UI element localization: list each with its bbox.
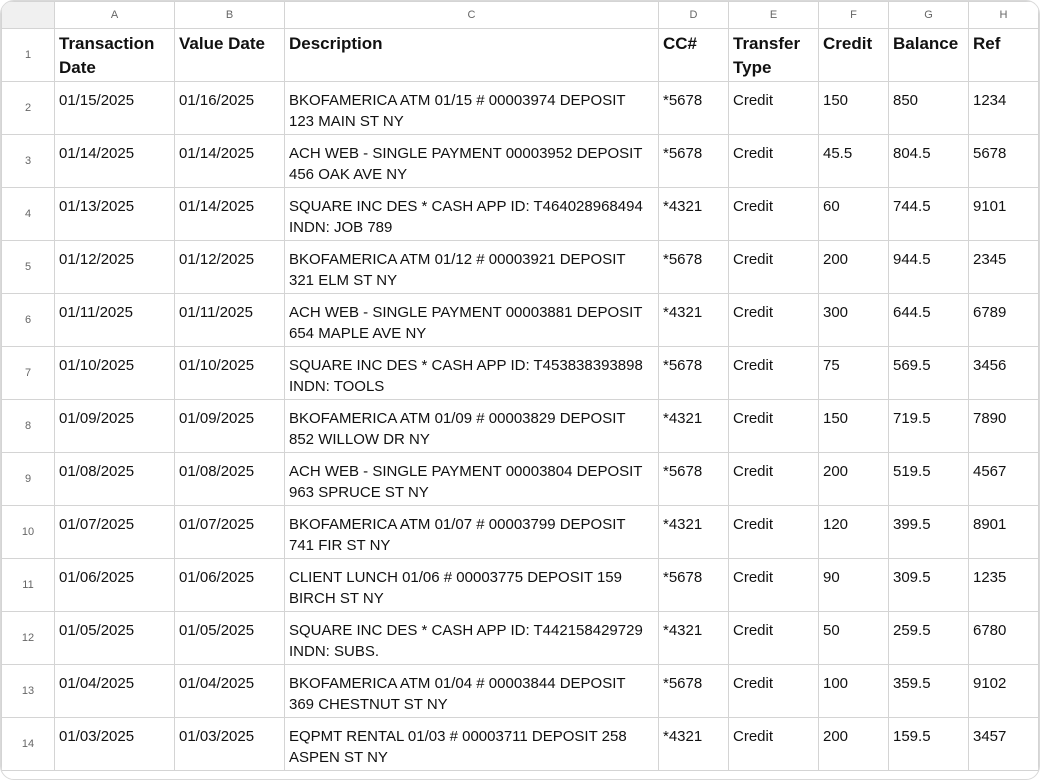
row-number[interactable]: 8 (2, 400, 55, 453)
cell-g[interactable]: 744.5 (889, 188, 969, 241)
cell-b[interactable]: 01/12/2025 (175, 241, 285, 294)
cell-d[interactable]: *4321 (659, 188, 729, 241)
cell-e[interactable]: Credit (729, 135, 819, 188)
row-number[interactable]: 14 (2, 718, 55, 771)
header-cell-b[interactable]: Value Date (175, 29, 285, 82)
row-number[interactable]: 6 (2, 294, 55, 347)
cell-a[interactable]: 01/15/2025 (55, 82, 175, 135)
cell-b[interactable]: 01/05/2025 (175, 612, 285, 665)
cell-e[interactable]: Credit (729, 188, 819, 241)
header-cell-h[interactable]: Ref (969, 29, 1039, 82)
cell-b[interactable]: 01/11/2025 (175, 294, 285, 347)
cell-f[interactable]: 200 (819, 453, 889, 506)
cell-b[interactable]: 01/14/2025 (175, 188, 285, 241)
cell-d[interactable]: *5678 (659, 559, 729, 612)
cell-h[interactable]: 5678 (969, 135, 1039, 188)
cell-f[interactable]: 45.5 (819, 135, 889, 188)
cell-f[interactable]: 50 (819, 612, 889, 665)
cell-a[interactable]: 01/10/2025 (55, 347, 175, 400)
cell-a[interactable]: 01/08/2025 (55, 453, 175, 506)
header-cell-d[interactable]: CC# (659, 29, 729, 82)
table-row (2, 718, 1039, 771)
header-cell-f[interactable]: Credit (819, 29, 889, 82)
cell-g[interactable]: 644.5 (889, 294, 969, 347)
cell-d[interactable]: *5678 (659, 241, 729, 294)
cell-h[interactable]: 6780 (969, 612, 1039, 665)
cell-f[interactable]: 75 (819, 347, 889, 400)
cell-c[interactable]: BKOFAMERICA ATM 01/07 # 00003799 DEPOSIT 741 FIR ST NY (285, 506, 659, 559)
cell-a[interactable]: 01/07/2025 (55, 506, 175, 559)
cell-f[interactable]: 300 (819, 294, 889, 347)
column-header-f[interactable]: F (819, 2, 889, 29)
cell-e[interactable]: Credit (729, 506, 819, 559)
cell-d[interactable]: *4321 (659, 612, 729, 665)
cell-d[interactable]: *5678 (659, 453, 729, 506)
cell-f[interactable]: 120 (819, 506, 889, 559)
row-number[interactable]: 9 (2, 453, 55, 506)
cell-h[interactable]: 1234 (969, 82, 1039, 135)
cell-e[interactable]: Credit (729, 559, 819, 612)
row-number[interactable]: 12 (2, 612, 55, 665)
cell-g[interactable]: 159.5 (889, 718, 969, 771)
cell-a[interactable]: 01/14/2025 (55, 135, 175, 188)
cell-f[interactable]: 90 (819, 559, 889, 612)
cell-f[interactable]: 100 (819, 665, 889, 718)
cell-c[interactable]: BKOFAMERICA ATM 01/12 # 00003921 DEPOSIT 321 ELM ST NY (285, 241, 659, 294)
cell-g[interactable]: 519.5 (889, 453, 969, 506)
table-row (2, 347, 1039, 400)
header-cell-a[interactable]: Transaction Date (55, 29, 175, 82)
cell-c[interactable]: SQUARE INC DES * CASH APP ID: T442158429729 INDN: SUBS. (285, 612, 659, 665)
cell-e[interactable]: Credit (729, 82, 819, 135)
cell-d[interactable]: *5678 (659, 82, 729, 135)
cell-g[interactable]: 259.5 (889, 612, 969, 665)
row-number[interactable]: 5 (2, 241, 55, 294)
table-row (2, 400, 1039, 453)
cell-h[interactable]: 1235 (969, 559, 1039, 612)
cell-d[interactable]: *5678 (659, 347, 729, 400)
cell-b[interactable]: 01/07/2025 (175, 506, 285, 559)
row-number[interactable]: 13 (2, 665, 55, 718)
column-header-row (2, 2, 1039, 29)
row-number[interactable]: 4 (2, 188, 55, 241)
table-row (2, 453, 1039, 506)
cell-c[interactable]: SQUARE INC DES * CASH APP ID: T453838393898 INDN: TOOLS (285, 347, 659, 400)
cell-d[interactable]: *5678 (659, 135, 729, 188)
cell-a[interactable]: 01/03/2025 (55, 718, 175, 771)
cell-h[interactable]: 6789 (969, 294, 1039, 347)
cell-c[interactable]: ACH WEB - SINGLE PAYMENT 00003881 DEPOSIT 654 MAPLE AVE NY (285, 294, 659, 347)
table-row (2, 665, 1039, 718)
cell-d[interactable]: *4321 (659, 400, 729, 453)
header-cell-c[interactable]: Description (285, 29, 659, 82)
header-cell-e[interactable]: Transfer Type (729, 29, 819, 82)
cell-e[interactable]: Credit (729, 347, 819, 400)
cell-f[interactable]: 60 (819, 188, 889, 241)
table-row (2, 294, 1039, 347)
cell-e[interactable]: Credit (729, 294, 819, 347)
cell-d[interactable]: *4321 (659, 506, 729, 559)
cell-c[interactable]: EQPMT RENTAL 01/03 # 00003711 DEPOSIT 258 ASPEN ST NY (285, 718, 659, 771)
cell-c[interactable]: CLIENT LUNCH 01/06 # 00003775 DEPOSIT 159 BIRCH ST NY (285, 559, 659, 612)
column-header-h[interactable]: H (969, 2, 1039, 29)
cell-h[interactable]: 2345 (969, 241, 1039, 294)
cell-c[interactable]: ACH WEB - SINGLE PAYMENT 00003952 DEPOSIT 456 OAK AVE NY (285, 135, 659, 188)
column-header-e[interactable]: E (729, 2, 819, 29)
cell-c[interactable]: BKOFAMERICA ATM 01/09 # 00003829 DEPOSIT 852 WILLOW DR NY (285, 400, 659, 453)
cell-h[interactable]: 3456 (969, 347, 1039, 400)
table-row (2, 241, 1039, 294)
cell-g[interactable]: 309.5 (889, 559, 969, 612)
row-number[interactable]: 1 (2, 29, 55, 82)
cell-h[interactable]: 7890 (969, 400, 1039, 453)
cell-f[interactable]: 200 (819, 241, 889, 294)
cell-g[interactable]: 569.5 (889, 347, 969, 400)
column-header-c[interactable]: C (285, 2, 659, 29)
cell-h[interactable]: 3457 (969, 718, 1039, 771)
cell-h[interactable]: 9102 (969, 665, 1039, 718)
cell-f[interactable]: 150 (819, 400, 889, 453)
header-row (2, 29, 1039, 82)
cell-g[interactable]: 399.5 (889, 506, 969, 559)
cell-e[interactable]: Credit (729, 612, 819, 665)
table-row (2, 82, 1039, 135)
cell-f[interactable]: 200 (819, 718, 889, 771)
table-row (2, 135, 1039, 188)
row-number[interactable]: 7 (2, 347, 55, 400)
row-number[interactable]: 10 (2, 506, 55, 559)
cell-a[interactable]: 01/06/2025 (55, 559, 175, 612)
column-header-g[interactable]: G (889, 2, 969, 29)
cell-b[interactable]: 01/03/2025 (175, 718, 285, 771)
cell-b[interactable]: 01/10/2025 (175, 347, 285, 400)
cell-g[interactable]: 359.5 (889, 665, 969, 718)
cell-h[interactable]: 9101 (969, 188, 1039, 241)
cell-g[interactable]: 850 (889, 82, 969, 135)
cell-a[interactable]: 01/11/2025 (55, 294, 175, 347)
cell-c[interactable]: ACH WEB - SINGLE PAYMENT 00003804 DEPOSIT 963 SPRUCE ST NY (285, 453, 659, 506)
cell-a[interactable]: 01/04/2025 (55, 665, 175, 718)
table-row (2, 559, 1039, 612)
cell-d[interactable]: *4321 (659, 294, 729, 347)
cell-d[interactable]: *4321 (659, 718, 729, 771)
cell-c[interactable]: BKOFAMERICA ATM 01/15 # 00003974 DEPOSIT 123 MAIN ST NY (285, 82, 659, 135)
header-cell-g[interactable]: Balance (889, 29, 969, 82)
cell-a[interactable]: 01/09/2025 (55, 400, 175, 453)
cell-g[interactable]: 944.5 (889, 241, 969, 294)
cell-e[interactable]: Credit (729, 241, 819, 294)
cell-b[interactable]: 01/08/2025 (175, 453, 285, 506)
cell-e[interactable]: Credit (729, 665, 819, 718)
cell-a[interactable]: 01/12/2025 (55, 241, 175, 294)
row-number[interactable]: 11 (2, 559, 55, 612)
cell-e[interactable]: Credit (729, 718, 819, 771)
row-number[interactable]: 3 (2, 135, 55, 188)
table-row (2, 188, 1039, 241)
cell-b[interactable]: 01/04/2025 (175, 665, 285, 718)
spreadsheet-grid (1, 1, 1039, 771)
column-header-b[interactable]: B (175, 2, 285, 29)
cell-b[interactable]: 01/16/2025 (175, 82, 285, 135)
cell-a[interactable]: 01/05/2025 (55, 612, 175, 665)
cell-c[interactable]: SQUARE INC DES * CASH APP ID: T464028968494 INDN: JOB 789 (285, 188, 659, 241)
cell-g[interactable]: 719.5 (889, 400, 969, 453)
select-all-corner[interactable] (2, 2, 55, 29)
row-number[interactable]: 2 (2, 82, 55, 135)
cell-b[interactable]: 01/09/2025 (175, 400, 285, 453)
cell-e[interactable]: Credit (729, 400, 819, 453)
cell-d[interactable]: *5678 (659, 665, 729, 718)
cell-e[interactable]: Credit (729, 453, 819, 506)
cell-a[interactable]: 01/13/2025 (55, 188, 175, 241)
cell-c[interactable]: BKOFAMERICA ATM 01/04 # 00003844 DEPOSIT 369 CHESTNUT ST NY (285, 665, 659, 718)
cell-f[interactable]: 150 (819, 82, 889, 135)
cell-h[interactable]: 8901 (969, 506, 1039, 559)
table-row (2, 612, 1039, 665)
cell-b[interactable]: 01/14/2025 (175, 135, 285, 188)
cell-h[interactable]: 4567 (969, 453, 1039, 506)
column-header-d[interactable]: D (659, 2, 729, 29)
cell-b[interactable]: 01/06/2025 (175, 559, 285, 612)
cell-g[interactable]: 804.5 (889, 135, 969, 188)
table-row (2, 506, 1039, 559)
column-header-a[interactable]: A (55, 2, 175, 29)
